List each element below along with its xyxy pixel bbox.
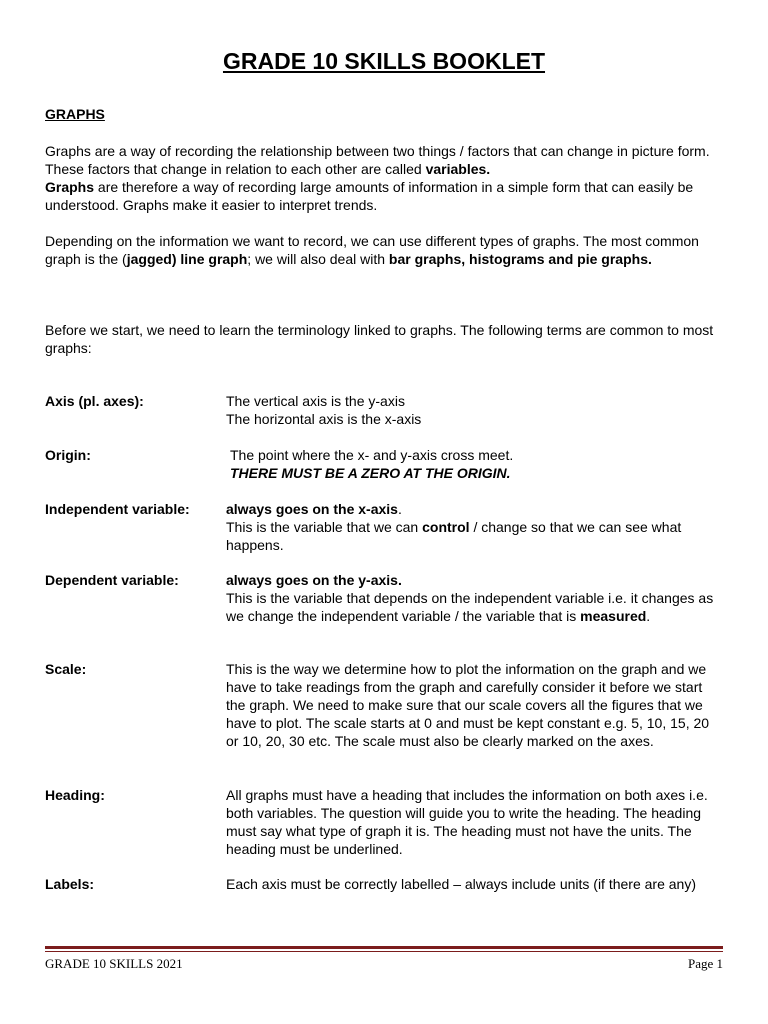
definition-heading: All graphs must have a heading that includes the information on both axes i.e. both variables. The question will guide you to write the heading. The heading must say what type of graph it is. The heading must not have the units. The heading must be underlined. <box>226 787 708 857</box>
indep-def-bold: always goes on the x-axis <box>226 501 398 517</box>
page-number: Page 1 <box>687 956 723 971</box>
dep-def-bold: always goes on the y-axis. <box>226 572 402 588</box>
indep-def-control-bold: control <box>422 519 470 535</box>
page-title <box>0 48 768 75</box>
term-labels: Labels: <box>45 876 95 892</box>
term-independent-variable: Independent variable: <box>45 501 190 517</box>
intro-p1-bold: variables. <box>425 161 491 177</box>
footer-rule-thin <box>45 951 723 952</box>
footer-title: GRADE 10 SKILLS 2021 <box>45 956 183 971</box>
axis-def-line2: The horizontal axis is the x-axis <box>226 411 422 427</box>
definition-axis <box>226 392 726 428</box>
dep-def-measured-bold: measured <box>580 608 647 624</box>
indep-def-text: This is the variable that we can <box>226 519 423 535</box>
indep-def-rest: / change so that we can see what happens. <box>226 519 682 553</box>
intro-p1-graphs-bold: Graphs <box>45 179 95 195</box>
term-scale: Scale: <box>45 661 87 677</box>
intro-p1-rest: are therefore a way of recording large amounts of information in a simple form that can easily be understood. Graphs make it easier to interpret trends. <box>45 179 694 213</box>
dep-def-text: This is the variable that depends on the independent variable i.e. it changes as we change the independent variable / the variable that is <box>226 590 714 624</box>
intro-p2-text: Depending on the information we want to record, we can use different types of graphs. The most common graph is the ( <box>45 233 699 267</box>
intro-paragraph-2 <box>45 232 735 268</box>
footer-rule-thick <box>45 946 723 949</box>
section-heading-graphs: GRAPHS <box>45 106 105 122</box>
intro-paragraph-1 <box>45 142 735 214</box>
intro-p2-mid: ; we will also deal with <box>247 251 389 267</box>
axis-def-line1: The vertical axis is the y-axis <box>226 393 405 409</box>
definition-labels: Each axis must be correctly labelled – always include units (if there are any) <box>226 876 696 892</box>
intro-p2-bold-types: bar graphs, histograms and pie graphs. <box>388 251 652 267</box>
term-dependent-variable: Dependent variable: <box>45 572 179 588</box>
intro-p2-bold-line-graph: jagged) line graph <box>126 251 248 267</box>
definition-dependent-variable <box>226 571 726 625</box>
definition-independent-variable <box>226 500 726 554</box>
origin-def-emphasis: THERE MUST BE A ZERO AT THE ORIGIN. <box>230 465 511 481</box>
term-axis: Axis (pl. axes): <box>45 393 144 409</box>
definition-scale: This is the way we determine how to plot the information on the graph and we have to take readings from the graph and carefully consider it before we start the graph. We need to make sure that our scale covers all the figures that we have to plot. The scale starts at 0 and must be kept constant e.g. 5, 10, 15, 20 or 10, 20, 30 etc. The scale must also be clearly marked on the axes. <box>226 661 710 749</box>
term-heading: Heading: <box>45 787 105 803</box>
origin-def-line1: The point where the x- and y-axis cross meet. <box>230 447 514 463</box>
term-origin: Origin: <box>45 447 91 463</box>
intro-paragraph-3: Before we start, we need to learn the terminology linked to graphs. The following terms are common to most graphs: <box>45 322 714 356</box>
intro-p1-text: Graphs are a way of recording the relationship between two things / factors that can change in picture form. These factors that change in relation to each other are called <box>45 143 710 177</box>
dep-def-period: . <box>646 608 651 624</box>
indep-def-period: . <box>397 501 402 517</box>
definition-origin <box>230 446 730 482</box>
page-title-text: GRADE 10 SKILLS BOOKLET <box>222 48 546 74</box>
